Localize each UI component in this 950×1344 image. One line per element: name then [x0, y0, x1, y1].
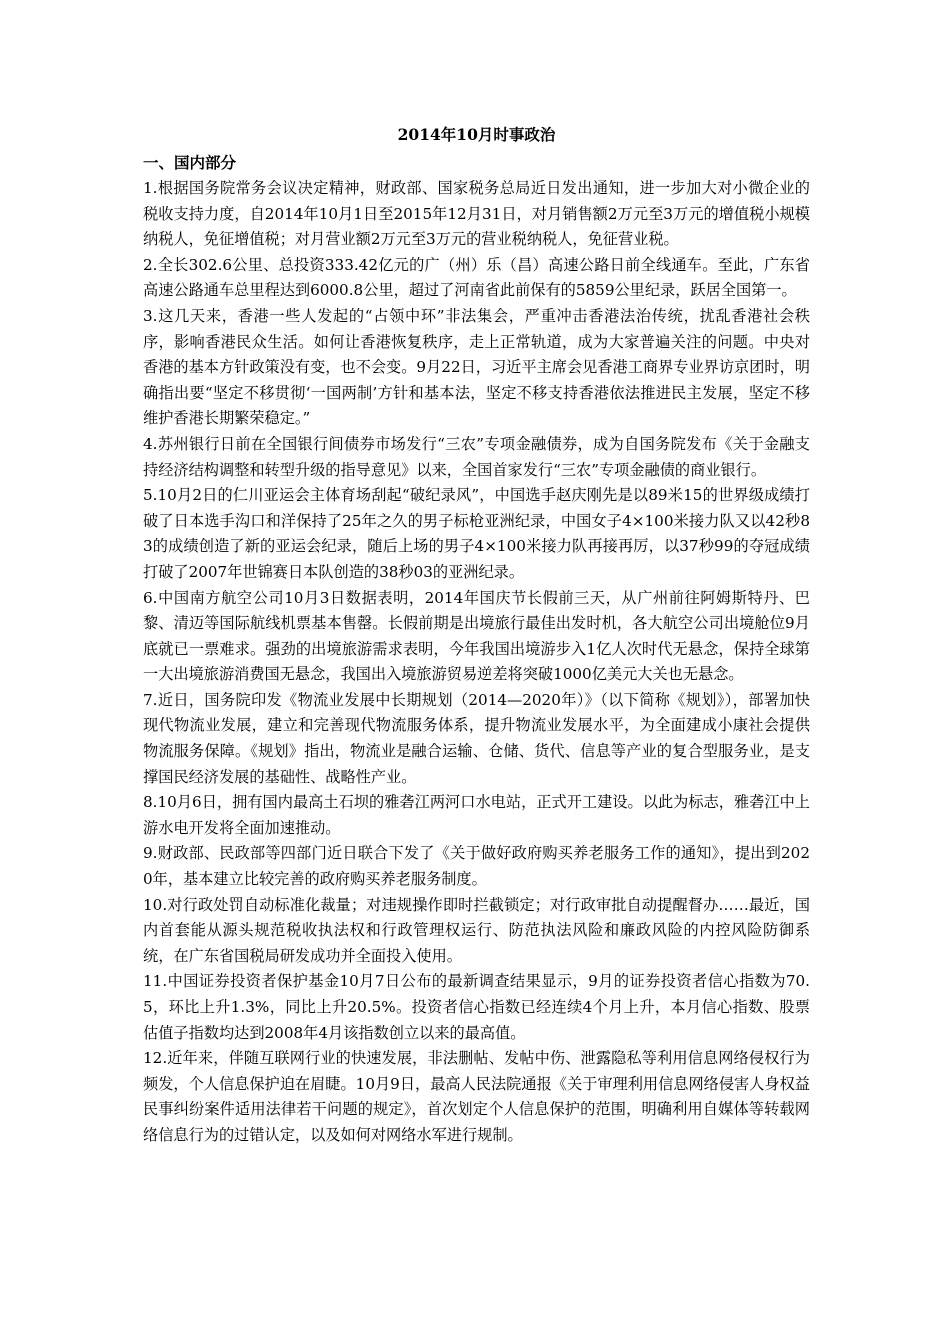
news-item-2: 2.全长302.6公里、总投资333.42亿元的广（州）乐（昌）高速公路日前全线通车。至此，广东省高速公路通车总里程达到6000.8公里，超过了河南省此前保有的5859公里纪录，跃居全国第一。 [143, 255, 810, 300]
news-item-4: 4.苏州银行日前在全国银行间债券市场发行“三农”专项金融债券，成为自国务院发布《关于金融支持经济结构调整和转型升级的指导意见》以来，全国首家发行“三农”专项金融债的商业银行。 [143, 434, 810, 479]
document-title: 2014年10月时事政治 [397, 125, 556, 144]
news-item-9: 9.财政部、民政部等四部门近日联合下发了《关于做好政府购买养老服务工作的通知》，提出到2020年，基本建立比较完善的政府购买养老服务制度。 [143, 844, 810, 889]
news-item-12: 12.近年来，伴随互联网行业的快速发展，非法删帖、发帖中伤、泄露隐私等利用信息网络侵权行为频发，个人信息保护迫在眉睫。10月9日，最高人民法院通报《关于审理利用信息网络侵害人身权益民事纠纷案件适用法律若干问题的规定》，首次划定个人信息保护的范围，明确利用自媒体等转载网络信息行为的过错认定，以及如何对网络水军进行规制。 [143, 1049, 810, 1144]
news-item-5: 5.10月2日的仁川亚运会主体育场刮起“破纪录风”，中国选手赵庆刚先是以89米15的世界级成绩打破了日本选手沟口和洋保持了25年之久的男子标枪亚洲纪录，中国女子4×100米接力队又以42秒83的成绩创造了新的亚运会纪录，随后上场的男子4×100米接力队再接再厉，以37秒99的夺冠成绩打破了2007年世锦赛日本队创造的38秒03的亚洲纪录。 [143, 486, 810, 581]
news-item-1: 1.根据国务院常务会议决定精神，财政部、国家税务总局近日发出通知，进一步加大对小微企业的税收支持力度，自2014年10月1日至2015年12月31日，对月销售额2万元至3万元的增值税小规模纳税人，免征增值税；对月营业额2万元至3万元的营业税纳税人，免征营业税。 [143, 179, 810, 249]
news-item-8: 8.10月6日，拥有国内最高土石坝的雅砻江两河口水电站，正式开工建设。以此为标志，雅砻江中上游水电开发将全面加速推动。 [143, 793, 810, 837]
news-item-10: 10.对行政处罚自动标准化裁量；对违规操作即时拦截锁定；对行政审批自动提醒督办……最近，国内首套能从源头规范税收执法权和行政管理权运行、防范执法风险和廉政风险的内控风险防御系统，在广东省国税局研发成功并全面投入使用。 [143, 895, 810, 965]
news-item-11: 11.中国证券投资者保护基金10月7日公布的最新调查结果显示，9月的证券投资者信心指数为70.5，环比上升1.3%，同比上升20.5%。投资者信心指数已经连续4个月上升，本月信心指数、股票估值子指数均达到2008年4月该指数创立以来的最高值。 [143, 972, 810, 1042]
news-item-7: 7.近日，国务院印发《物流业发展中长期规划（2014—2020年）》（以下简称《规划》），部署加快现代物流业发展，建立和完善现代物流服务体系，提升物流业发展水平，为全面建成小康社会提供物流服务保障。《规划》指出，物流业是融合运输、仓储、货代、信息等产业的复合型服务业，是支撑国民经济发展的基础性、战略性产业。 [143, 690, 810, 786]
document-page [143, 122, 810, 1149]
section-heading-domestic: 一、国内部分 [143, 153, 237, 172]
news-item-3: 3.这几天来，香港一些人发起的“占领中环”非法集会，严重冲击香港法治传统，扰乱香港社会秩序，影响香港民众生活。如何让香港恢复秩序，走上正常轨道，成为大家普遍关注的问题。中央对香港的基本方针政策没有变，也不会变。9月22日，习近平主席会见香港工商界专业界访京团时，明确指出要“坚定不移贯彻‘一国两制’方针和基本法，坚定不移支持香港依法推进民主发展，坚定不移维护香港长期繁荣稳定。” [143, 306, 810, 428]
news-item-6: 6.中国南方航空公司10月3日数据表明，2014年国庆节长假前三天，从广州前往阿姆斯特丹、巴黎、清迈等国际航线机票基本售罄。长假前期是出境旅行最佳出发时机，各大航空公司出境舱位9月底就已一票难求。强劲的出境旅游需求表明，今年我国出境游步入1亿人次时代无悬念，保持全球第一大出境旅游消费国无悬念，我国出入境旅游贸易逆差将突破1000亿美元大关也无悬念。 [143, 588, 810, 684]
